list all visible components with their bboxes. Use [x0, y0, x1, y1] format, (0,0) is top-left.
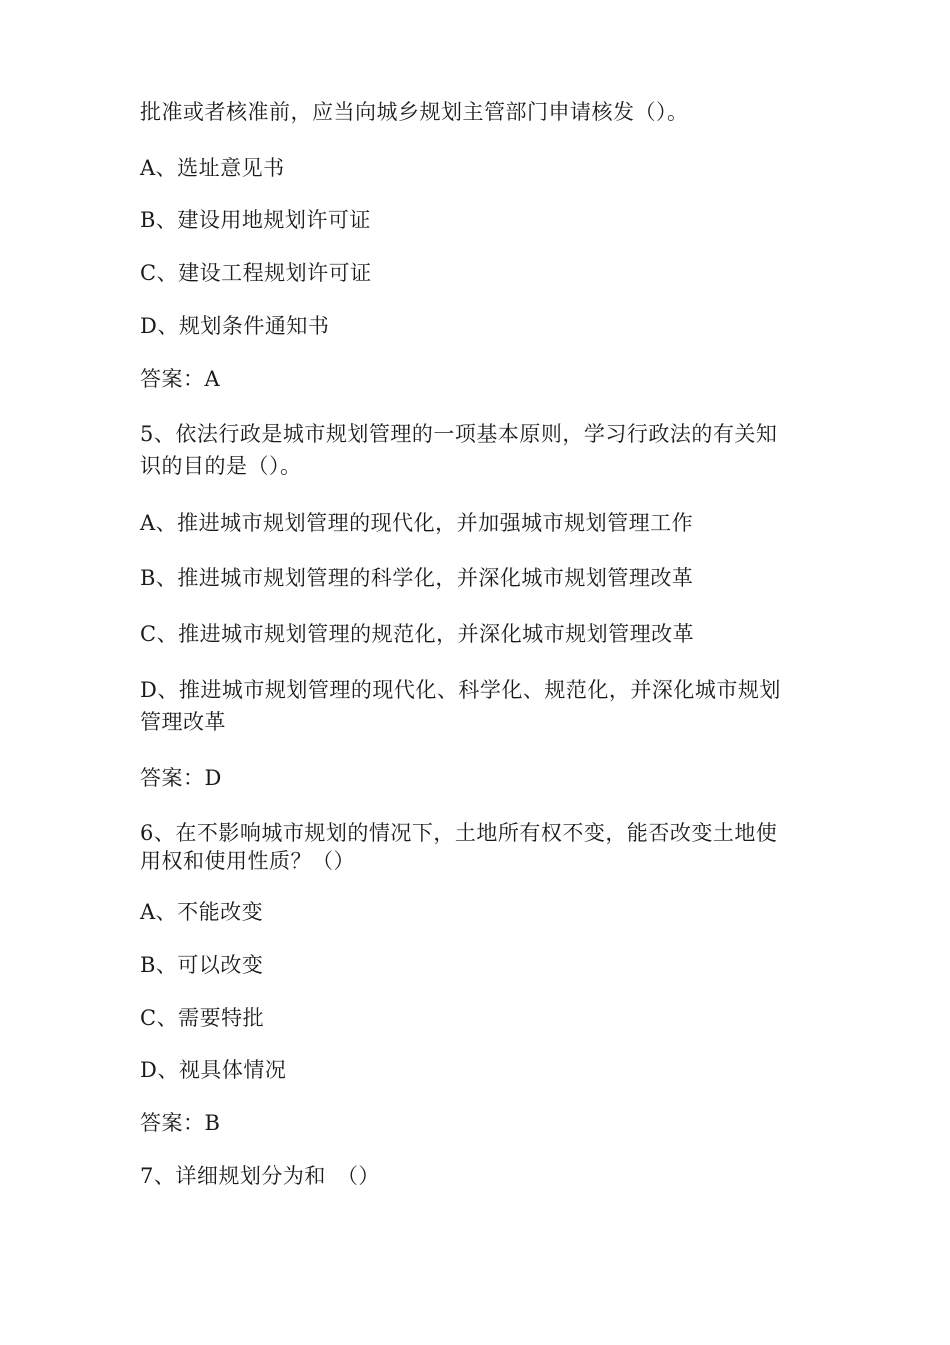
question-6-text-line2: 用权和使用性质？（）: [140, 849, 355, 873]
question-5-answer: 答案：D: [140, 766, 222, 790]
question-6-option-c: C、需要特批: [140, 1006, 265, 1030]
question-5-option-c: C、推进城市规划管理的规范化，并深化城市规划管理改革: [140, 622, 695, 646]
question-5-text-line2: 识的目的是（）。: [140, 454, 302, 478]
question-4-option-d: D、规划条件通知书: [140, 314, 330, 338]
question-5-option-a: A、推进城市规划管理的现代化，并加强城市规划管理工作: [140, 511, 694, 535]
question-6-text-line1: 6、在不影响城市规划的情况下，土地所有权不变，能否改变土地使: [140, 821, 778, 845]
question-5-text-line1: 5、依法行政是城市规划管理的一项基本原则，学习行政法的有关知: [140, 422, 778, 446]
question-4-option-a: A、选址意见书: [140, 156, 285, 180]
question-4-text-tail: 批准或者核准前，应当向城乡规划主管部门申请核发（）。: [140, 100, 689, 124]
question-6-option-d: D、视具体情况: [140, 1058, 287, 1082]
question-7-text: 7、详细规划分为和 （）: [140, 1164, 380, 1188]
question-6-option-b: B、可以改变: [140, 953, 264, 977]
question-5-option-b: B、推进城市规划管理的科学化，并深化城市规划管理改革: [140, 566, 694, 590]
question-4-option-c: C、建设工程规划许可证: [140, 261, 372, 285]
question-4-answer: 答案：A: [140, 367, 221, 391]
question-6-answer: 答案：B: [140, 1111, 221, 1135]
question-6-option-a: A、不能改变: [140, 900, 264, 924]
question-5-option-d-line1: D、推进城市规划管理的现代化、科学化、规范化，并深化城市规划: [140, 678, 781, 702]
question-5-option-d-line2: 管理改革: [140, 710, 226, 734]
question-4-option-b: B、建设用地规划许可证: [140, 208, 371, 232]
